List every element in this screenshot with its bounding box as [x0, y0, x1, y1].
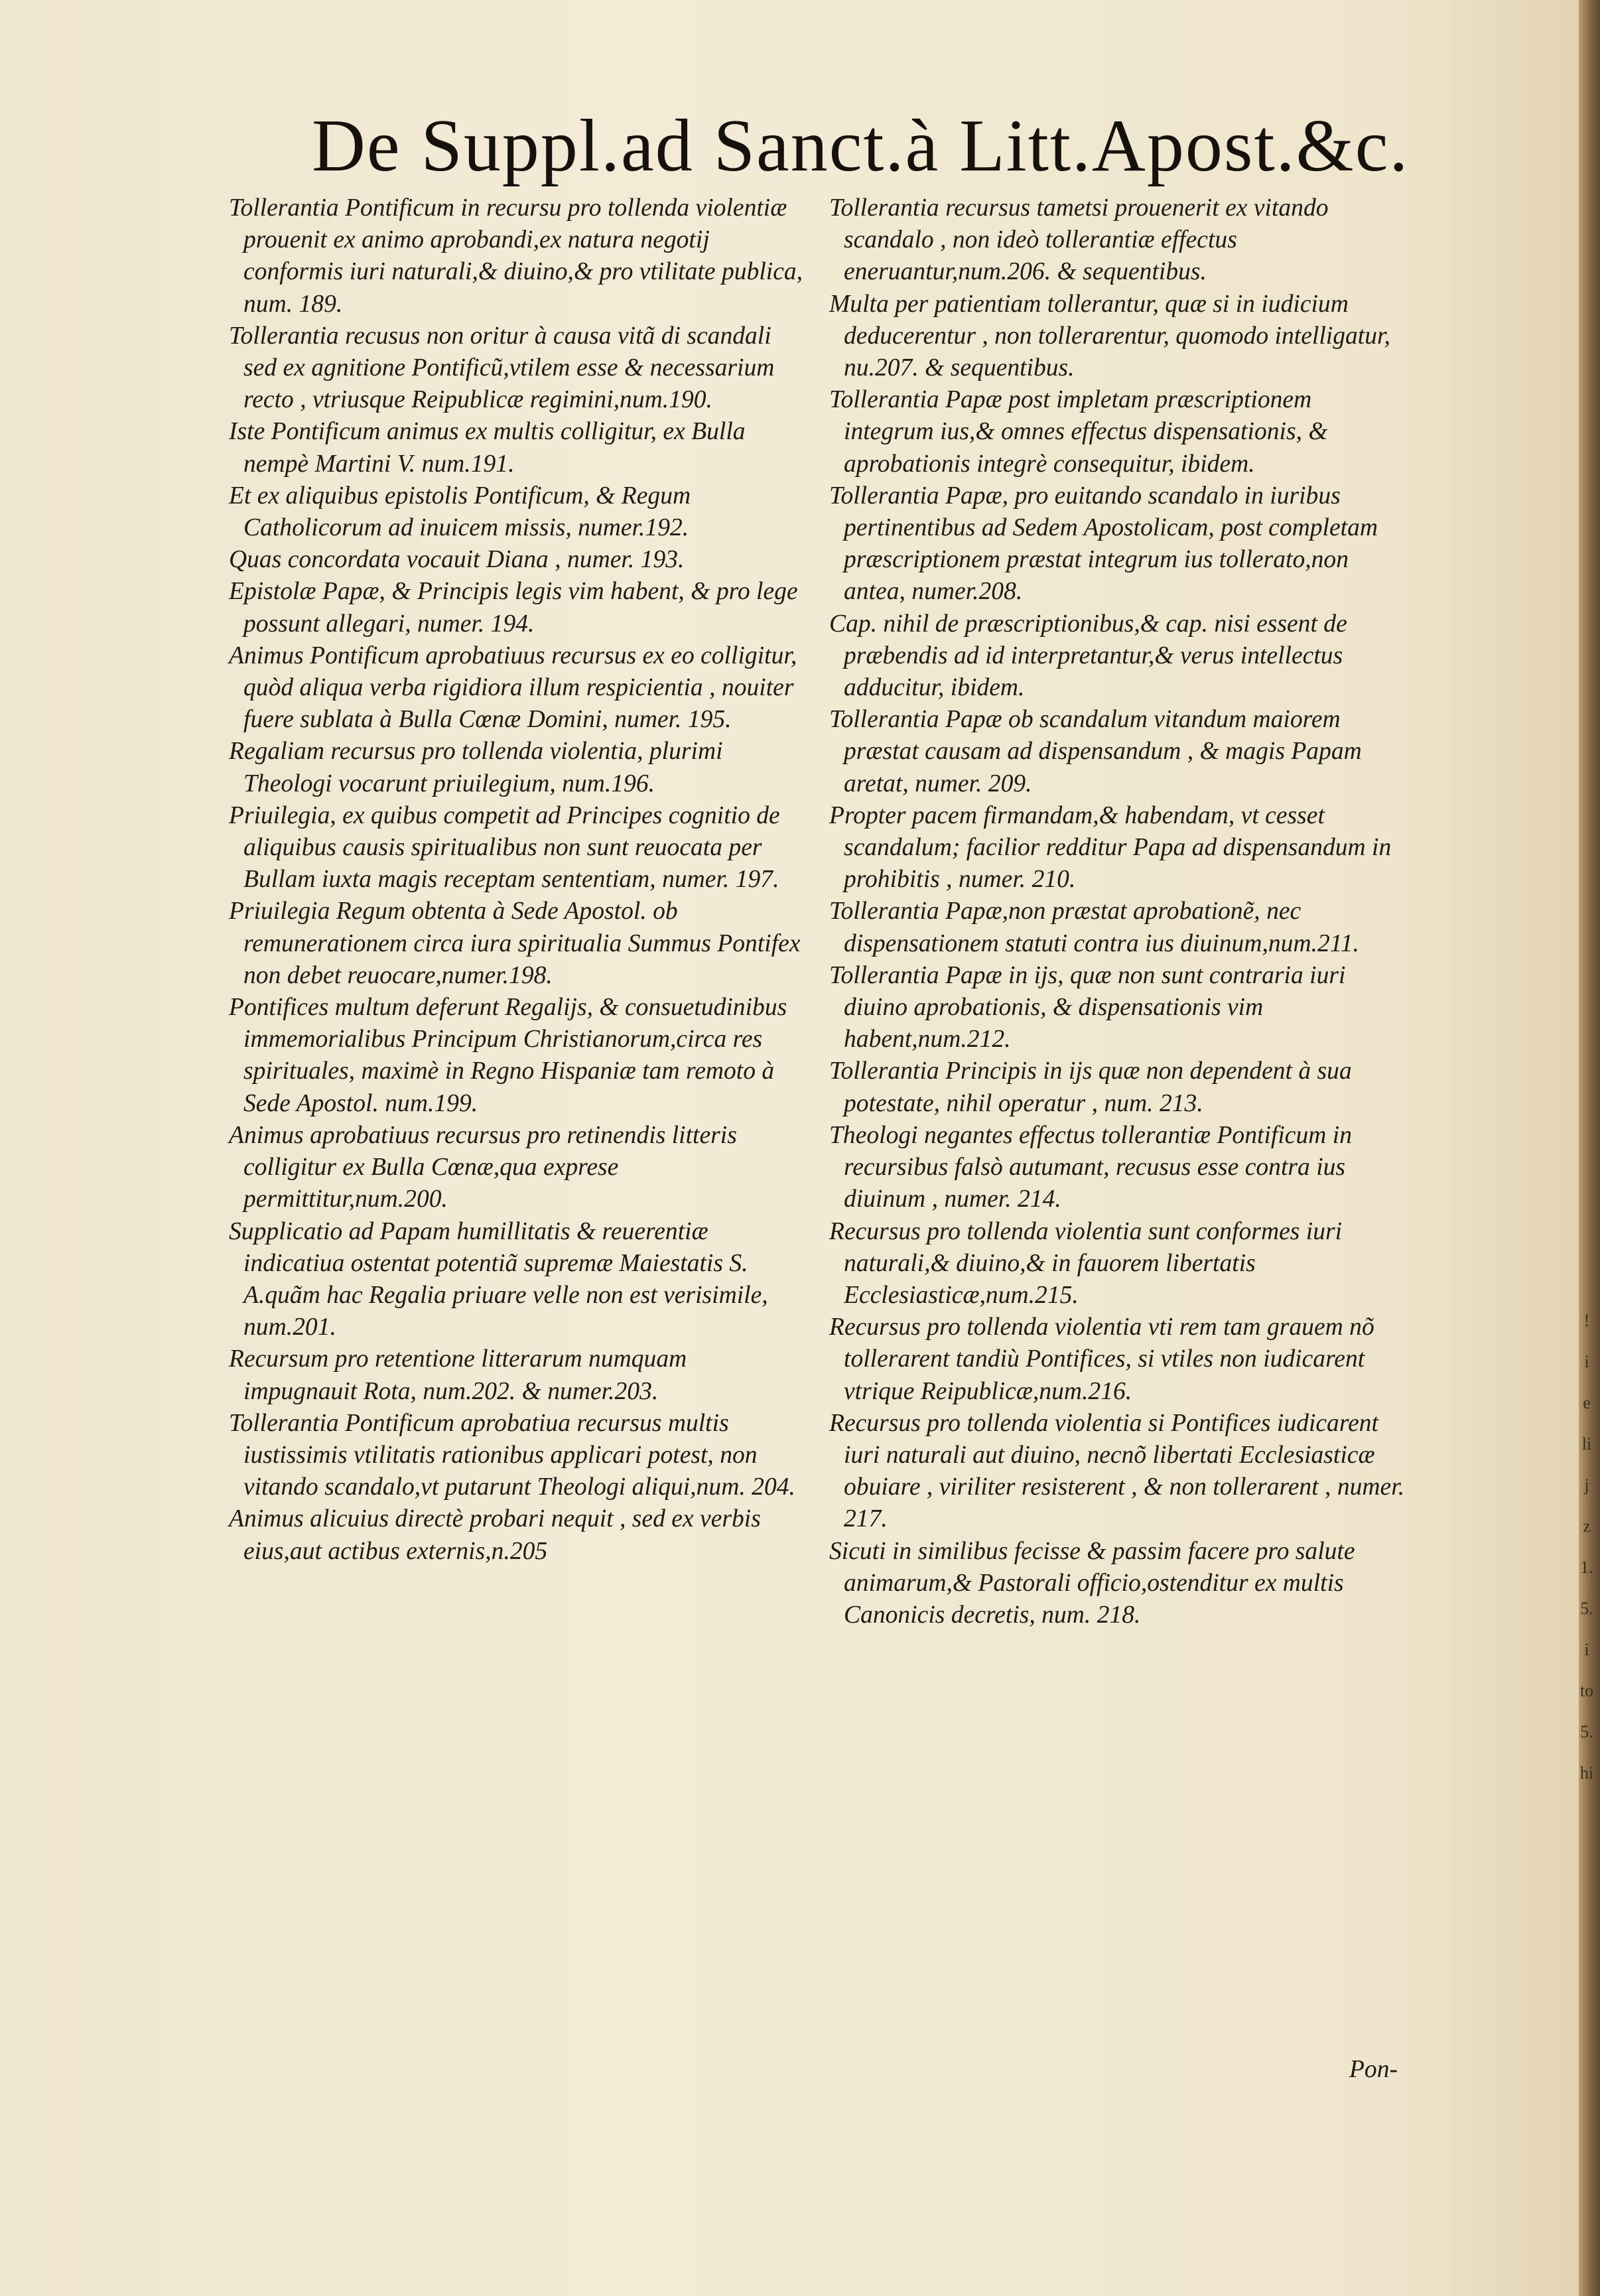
index-entry: Recursus pro tollenda violentia vti rem tam grauem nõ tollerarent tandiù Pontifices, si vtiles non iudicarent vtrique Reipublicæ,num.216.: [829, 1314, 1374, 1405]
index-entry: Tollerantia Pontificum in recursu pro tollenda violentiæ prouenit ex animo aprobandi,ex natura negotij conformis iuri naturali,& diuino,& pro vtilitate publica, num. 189.: [229, 194, 803, 318]
index-entry: Multa per patientiam tollerantur, quæ si in iudicium deducerentur , non tollerarentur, quomodo intelligatur, nu.207. & sequentibus.: [829, 290, 1390, 382]
index-entry: Regaliam recursus pro tollenda violentia, plurimi Theologi vocarunt priuilegium, num.196.: [229, 738, 723, 797]
edge-fragment: e: [1583, 1393, 1591, 1412]
edge-fragment: 5.: [1580, 1599, 1593, 1618]
catchword: Pon-: [1349, 2056, 1398, 2083]
index-entry: Tollerantia Papæ,non præstat aprobationẽ, nec dispensationem statuti contra ius diuinum,num.211.: [829, 898, 1359, 957]
edge-fragment: 1.: [1580, 1558, 1593, 1577]
index-entry: Priuilegia, ex quibus competit ad Principes cognitio de aliquibus causis spiritualibus non sunt reuocata per Bullam iuxta magis receptam sententiam, numer. 197.: [229, 801, 780, 894]
index-entry: Animus Pontificum aprobatiuus recursus ex eo colligitur, quòd aliqua verba rigidiora illum respicientia , nouiter fuere sublata à Bulla Cœnæ Domini, numer. 195.: [229, 642, 797, 734]
edge-fragment: i: [1584, 1640, 1589, 1659]
index-column-left: [229, 192, 806, 1568]
index-entry: Tollerantia recursus tametsi prouenerit ex vitando scandalo , non ideò tollerantiæ effectus eneruantur,num.206. & sequentibus.: [829, 194, 1329, 286]
index-entry: Et ex aliquibus epistolis Pontificum, & Regum Catholicorum ad inuicem missis, numer.192.: [229, 482, 691, 542]
index-entry: Tollerantia Papæ post impletam præscriptionem integrum ius,& omnes effectus dispensationis, & aprobationis integrè consequitur, ibidem.: [829, 386, 1328, 478]
running-head: De Suppl.ad Sanct.à Litt.Apost.&c.: [312, 105, 1410, 187]
edge-fragment: z: [1583, 1517, 1591, 1536]
edge-fragment: 5.: [1580, 1722, 1593, 1741]
index-entry: Epistolæ Papæ, & Principis legis vim habent, & pro lege possunt allegari, numer. 194.: [229, 578, 798, 638]
facing-page-edge-fragments: [1579, 1300, 1595, 1794]
index-entry: Animus aprobatiuus recursus pro retinendis litteris colligitur ex Bulla Cœnæ,qua exprese permittitur,num.200.: [229, 1121, 737, 1213]
index-entry: Priuilegia Regum obtenta à Sede Apostol. ob remunerationem circa iura spiritualia Summus Pontifex non debet reuocare,numer.198.: [229, 898, 801, 989]
index-entry: Sicuti in similibus fecisse & passim facere pro salute animarum,& Pastorali officio,ostenditur ex multis Canonicis decretis, num. 218.: [829, 1537, 1355, 1629]
edge-fragment: !: [1583, 1311, 1590, 1330]
edge-fragment: to: [1579, 1681, 1594, 1700]
index-entry: Propter pacem firmandam,& habendam, vt cesset scandalum; facilior redditur Papa ad dispensandum in prohibitis , numer. 210.: [829, 801, 1392, 894]
index-entry: Pontifices multum deferunt Regalijs, & consuetudinibus immemorialibus Principum Christianorum,circa res spirituales, maximè in Regno Hispaniæ tam remoto à Sede Apostol. num.199.: [229, 994, 787, 1117]
index-entry: Tollerantia recusus non oritur à causa vitã di scandali sed ex agnitione Pontificũ,vtilem esse & necessarium recto , vtriusque Reipublicæ regimini,num.190.: [229, 322, 775, 414]
index-entry: Tollerantia Papæ in ijs, quæ non sunt contraria iuri diuino aprobationis, & dispensationis vim habent,num.212.: [829, 961, 1346, 1053]
index-entry: Tollerantia Pontificum aprobatiua recursus multis iustissimis vtilitatis rationibus applicari potest, non vitando scandalo,vt putarunt Theologi aliqui,num. 204.: [229, 1409, 795, 1501]
edge-fragment: hi: [1579, 1763, 1594, 1783]
index-entry: Recursum pro retentione litterarum numquam impugnauit Rota, num.202. & numer.203.: [229, 1345, 687, 1405]
index-entry: Theologi negantes effectus tollerantiæ Pontificum in recursibus falsò autumant, recusus esse contra ius diuinum , numer. 214.: [829, 1121, 1353, 1213]
edge-fragment: j: [1584, 1475, 1589, 1495]
index-entry: Tollerantia Principis in ijs quæ non dependent à sua potestate, nihil operatur , num. 213.: [829, 1057, 1352, 1117]
index-entry: Supplicatio ad Papam humillitatis & reuerentiæ indicatiua ostentat potentiã supremæ Maiestatis S. A.quãm hac Regalia priuare velle non est verisimile, num.201.: [229, 1217, 768, 1341]
index-entry: Recursus pro tollenda violentia sunt conformes iuri naturali,& diuino,& in fauorem libertatis Ecclesiasticæ,num.215.: [829, 1217, 1343, 1309]
index-column-right: [829, 192, 1406, 1631]
index-entry: Tollerantia Papæ ob scandalum vitandum maiorem præstat causam ad dispensandum , & magis Papam aretat, numer. 209.: [829, 706, 1362, 797]
index-entry: Tollerantia Papæ, pro euitando scandalo in iuribus pertinentibus ad Sedem Apostolicam, post completam præscriptionem præstat integrum ius tollerato,non antea, numer.208.: [829, 482, 1378, 606]
index-entry: Cap. nihil de præscriptionibus,& cap. nisi essent de præbendis ad id interpretantur,& verus intellectus adducitur, ibidem.: [829, 610, 1347, 702]
index-entry: Quas concordata vocauit Diana , numer. 193.: [229, 546, 685, 574]
edge-fragment: i: [1584, 1352, 1589, 1371]
edge-fragment: li: [1581, 1434, 1592, 1453]
index-entry: Animus alicuius directè probari nequit , sed ex verbis eius,aut actibus externis,n.205: [229, 1505, 761, 1565]
book-spine-edge: [1579, 0, 1600, 2296]
index-entry: Recursus pro tollenda violentia si Pontifices iudicarent iuri naturali aut diuino, necnõ libertati Ecclesiasticæ obuiare , viriliter resisterent , & non tollerarent , numer. 217.: [829, 1409, 1405, 1533]
index-entry: Iste Pontificum animus ex multis colligitur, ex Bulla nempè Martini V. num.191.: [229, 418, 746, 478]
